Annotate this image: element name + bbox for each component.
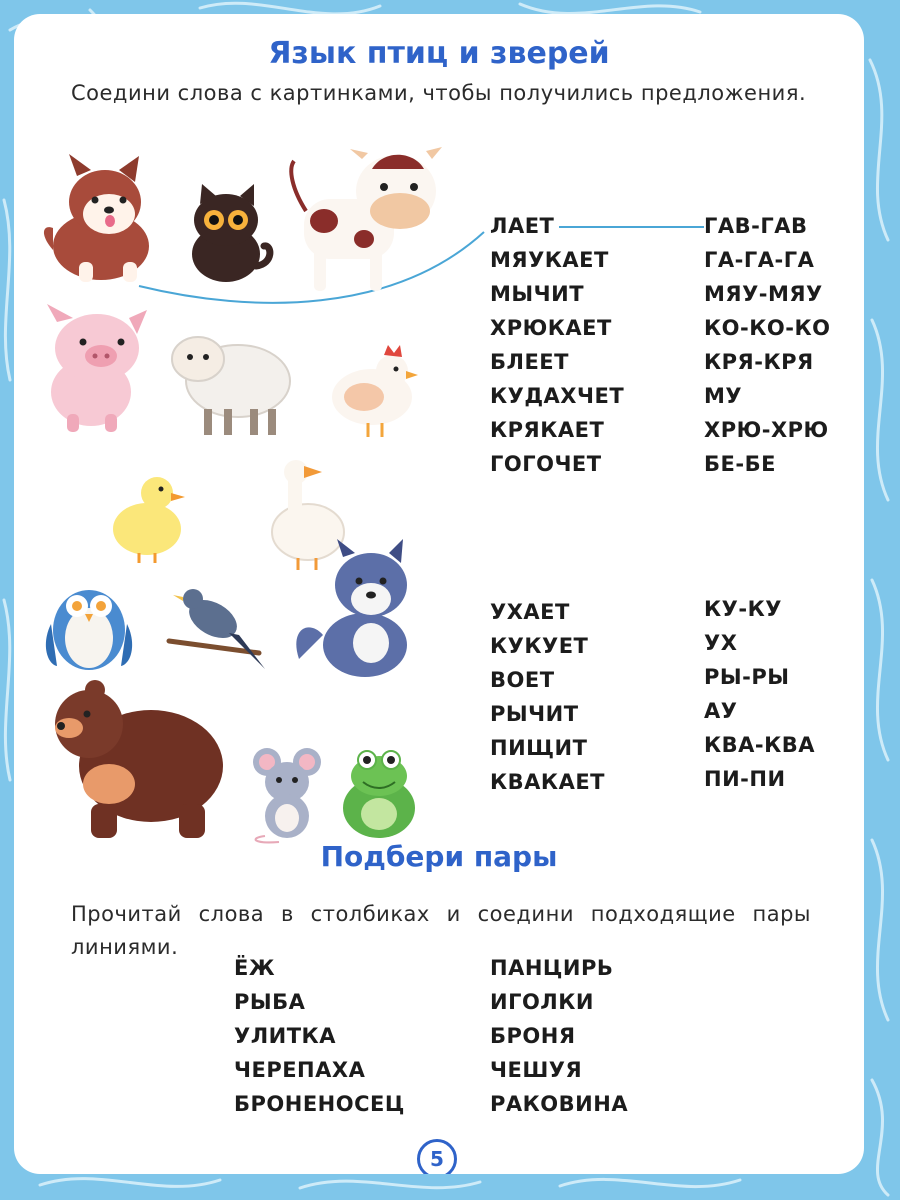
pair-word-right[interactable]: ПАНЦИРЬ	[490, 956, 614, 980]
verb-word[interactable]: КУКУЕТ	[490, 634, 589, 658]
sound-word[interactable]: УХ	[704, 631, 738, 655]
verbs-column-group1	[490, 209, 624, 481]
pair-word-right[interactable]: РАКОВИНА	[490, 1092, 629, 1116]
frog-icon[interactable]	[329, 742, 429, 842]
section-instruction-read-columns: Прочитай слова в столбиках и соедини подходящие пары линиями.	[71, 902, 811, 959]
content-sheet	[14, 14, 864, 1174]
cow-icon[interactable]	[284, 129, 444, 294]
verb-word[interactable]: РЫЧИТ	[490, 702, 579, 726]
sound-word[interactable]: БЕ-БЕ	[704, 452, 776, 476]
sound-word[interactable]: ПИ-ПИ	[704, 767, 786, 791]
cat-icon[interactable]	[184, 184, 274, 284]
sound-word[interactable]: КРЯ-КРЯ	[704, 350, 814, 374]
pairs-right-column	[490, 951, 628, 1121]
pair-word-left[interactable]: БРОНЕНОСЕЦ	[234, 1092, 405, 1116]
duckling-icon[interactable]	[109, 469, 189, 564]
sound-word[interactable]: ГА-ГА-ГА	[704, 248, 815, 272]
pairs-left-column	[234, 951, 405, 1121]
verb-word[interactable]: БЛЕЕТ	[490, 350, 569, 374]
sound-word[interactable]: МЯУ-МЯУ	[704, 282, 823, 306]
pair-word-right[interactable]: БРОНЯ	[490, 1024, 576, 1048]
sounds-column-group1	[704, 209, 830, 481]
sounds-column-group2	[704, 592, 815, 796]
pair-word-left[interactable]: ЧЕРЕПАХА	[234, 1058, 366, 1082]
owl-icon[interactable]	[39, 574, 139, 674]
dog-icon[interactable]	[39, 154, 159, 284]
sound-word[interactable]: ХРЮ-ХРЮ	[704, 418, 829, 442]
verb-word[interactable]: ВОЕТ	[490, 668, 555, 692]
pair-word-right[interactable]: ЧЕШУЯ	[490, 1058, 583, 1082]
wolf-icon[interactable]	[289, 539, 424, 679]
verb-word[interactable]: ХРЮКАЕТ	[490, 316, 612, 340]
sound-word[interactable]: ГАВ-ГАВ	[704, 214, 808, 238]
verb-word[interactable]: КУДАХЧЕТ	[490, 384, 625, 408]
section-instruction-match-words: Соедини слова с картинками, чтобы получились предложения.	[71, 81, 807, 105]
mouse-icon[interactable]	[249, 744, 329, 844]
sheep-icon[interactable]	[164, 329, 294, 439]
pig-icon[interactable]	[39, 304, 149, 434]
section-title-find-pairs: Подбери пары	[320, 840, 558, 873]
hen-icon[interactable]	[324, 339, 424, 439]
pair-word-left[interactable]: УЛИТКА	[234, 1024, 336, 1048]
pair-word-right[interactable]: ИГОЛКИ	[490, 990, 594, 1014]
page-number-badge: 5	[417, 1139, 457, 1174]
verb-word[interactable]: УХАЕТ	[490, 600, 570, 624]
verb-word[interactable]: ГОГОЧЕТ	[490, 452, 602, 476]
verb-word[interactable]: ЛАЕТ	[490, 214, 555, 238]
sound-word[interactable]: КУ-КУ	[704, 597, 782, 621]
pair-word-left[interactable]: РЫБА	[234, 990, 306, 1014]
sound-word[interactable]: МУ	[704, 384, 743, 408]
pair-word-left[interactable]: ЁЖ	[234, 956, 276, 980]
sound-word[interactable]: РЫ-РЫ	[704, 665, 790, 689]
cuckoo-icon[interactable]	[169, 579, 269, 669]
verb-word[interactable]: КВАКАЕТ	[490, 770, 606, 794]
verb-word[interactable]: КРЯКАЕТ	[490, 418, 605, 442]
sound-word[interactable]: КВА-КВА	[704, 733, 816, 757]
verb-word[interactable]: МЫЧИТ	[490, 282, 585, 306]
bear-icon[interactable]	[39, 674, 224, 839]
sound-word[interactable]: КО-КО-КО	[704, 316, 831, 340]
verbs-column-group2	[490, 595, 605, 799]
section-title-animal-language: Язык птиц и зверей	[268, 36, 610, 71]
verb-word[interactable]: ПИЩИТ	[490, 736, 588, 760]
verb-word[interactable]: МЯУКАЕТ	[490, 248, 609, 272]
sound-word[interactable]: АУ	[704, 699, 738, 723]
